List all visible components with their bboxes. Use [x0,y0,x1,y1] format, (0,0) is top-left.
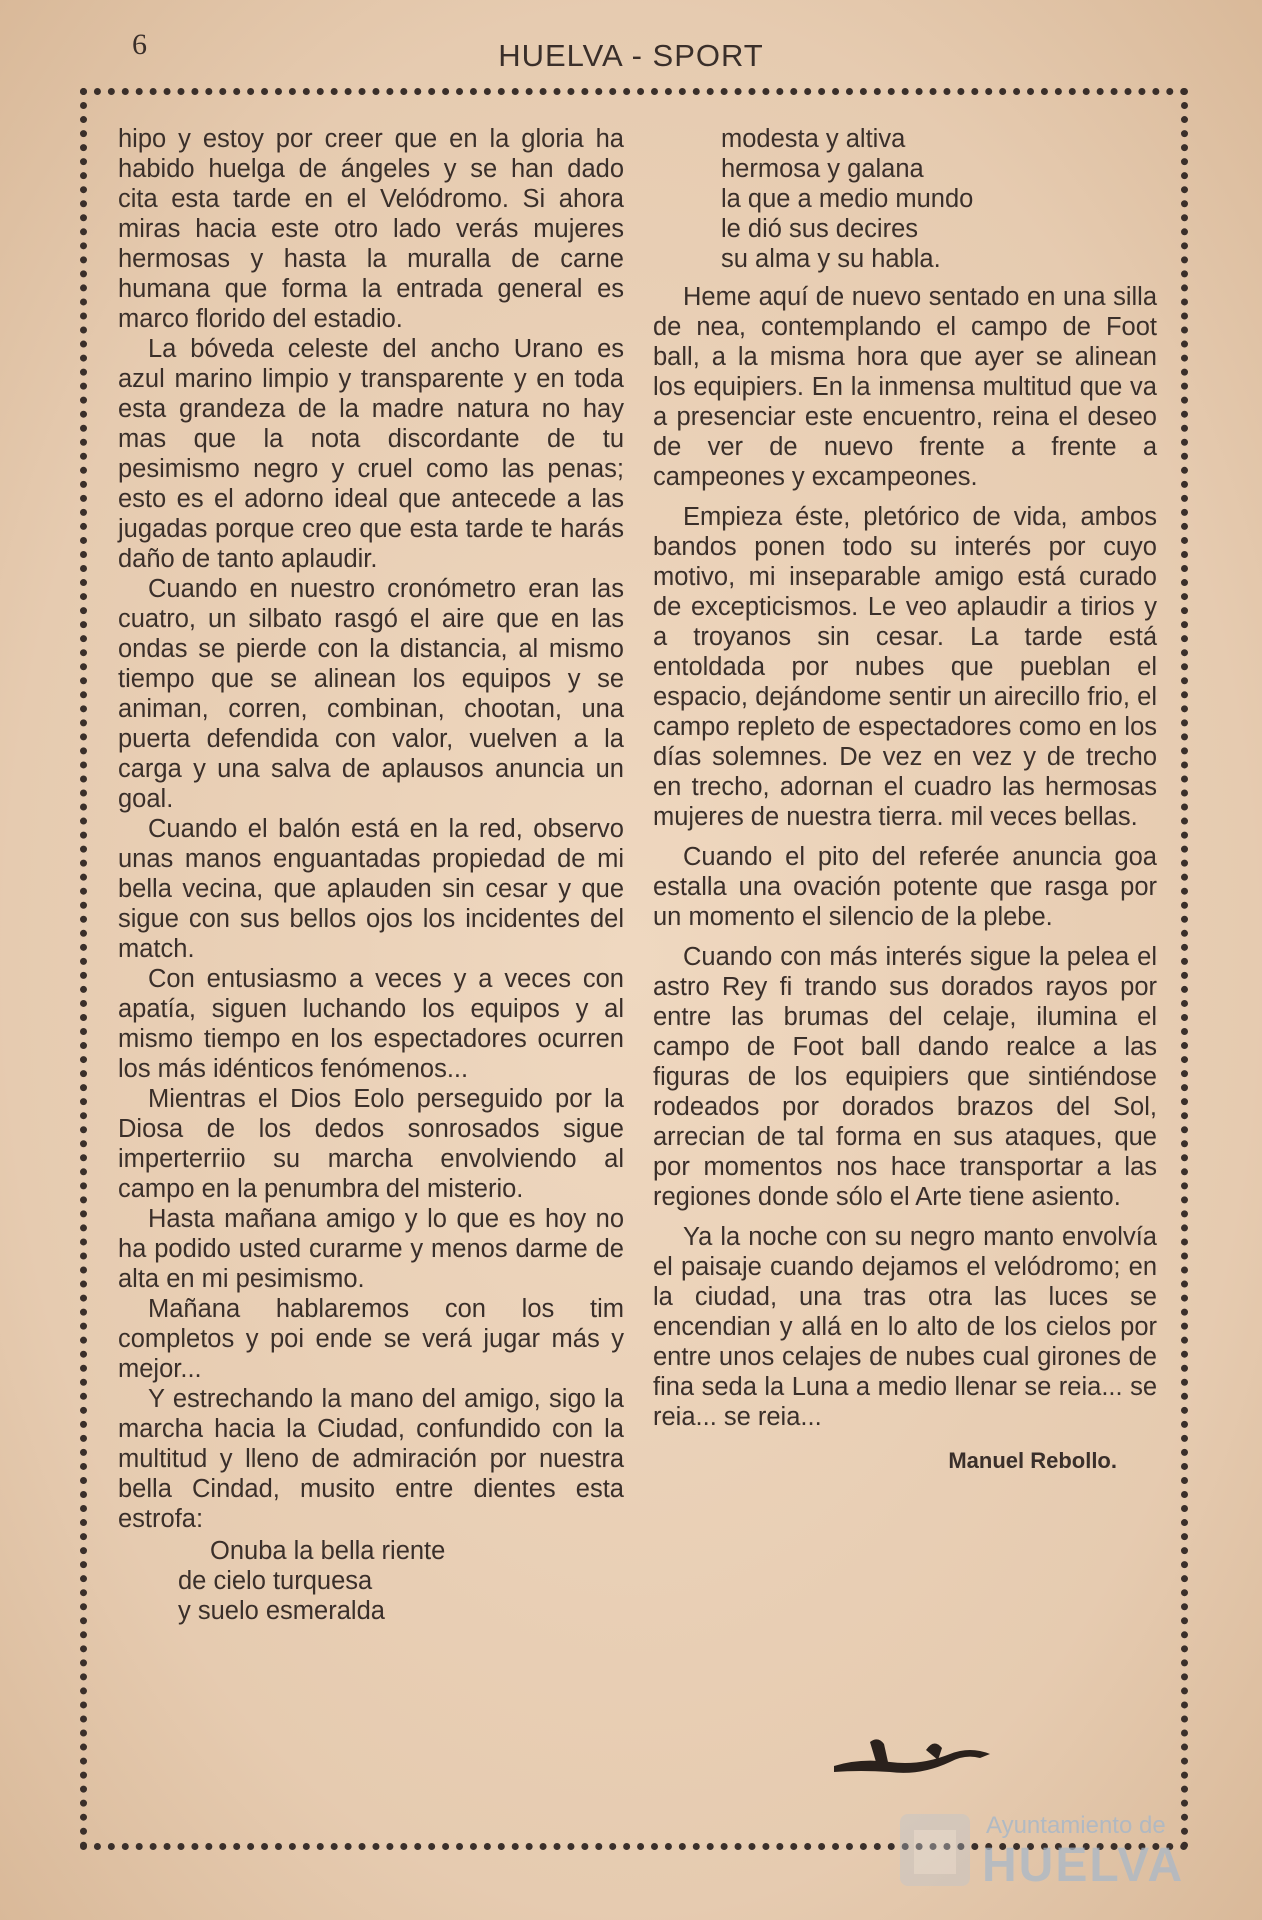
verse-line: de cielo turquesa [178,1567,373,1595]
page-header-title: HUELVA - SPORT [498,38,764,73]
paragraph: Cuando con más interés sigue la pelea el astro Rey fi trando sus dorados rayos por entre las brumas del celaje, ilumina el campo de Foot ball dando realce a las figuras de los equipiers que sintiéndose rodeados por dorados brazos del Sol, arrecian de tal forma en sus ataques, que por momentos nos hace transportar a las regiones donde sólo el Arte tiene asiento. [653,943,1157,1211]
verse-line: y suelo esmeralda [178,1597,385,1625]
paragraph: Ya la noche con su negro manto envolvía el paisaje cuando dejamos el velódromo; en la ciudad, una tras otra las luces se encendian y allá en lo alto de los cielos por entre unos celajes de nubes cual girones de fina seda la Luna a medio llenar se reia... se reia... se reia... [653,1223,1157,1431]
right-column [653,124,1157,1476]
paragraph: Con entusiasmo a veces y a veces con apatía, siguen luchando los equipos y al mismo tiempo en los espectadores ocurren los más idénticos fenómenos... [118,965,624,1083]
verse-right [653,124,1157,274]
paragraph: Cuando el balón está en la red, observo unas manos enguantadas propiedad de mi bella vecina, que aplauden sin cesar y que sigue con sus bellos ojos los incidentes del match. [118,815,624,963]
paragraph: Cuando el pito del referée anuncia goa estalla una ovación potente que rasga por un momento el silencio de la plebe. [653,843,1157,931]
verse-line: hermosa y galana [721,155,924,183]
verse-left [118,1536,624,1626]
paragraph: Heme aquí de nuevo sentado en una silla de nea, contemplando el campo de Foot ball, a la misma hora que ayer se alinean los equipiers. En la inmensa multitud que va a presenciar este encuentro, reina el deseo de ver de nuevo frente a frente a campeones y excampeones. [653,283,1157,491]
paragraph: La bóveda celeste del ancho Urano es azul marino limpio y transparente y en toda esta grandeza de la madre natura no hay mas que la nota discordante de tu pesimismo negro y cruel como las penas; esto es el adorno ideal que antecede a las jugadas porque creo que esta tarde te harás daño de tanto aplaudir. [118,335,624,573]
decorative-ornament-icon [830,1732,996,1782]
paragraph: Mañana hablaremos con los tim completos y poi ende se verá jugar más y mejor... [118,1295,624,1383]
paragraph: Hasta mañana amigo y lo que es hoy no ha podido usted curarme y menos darme de alta en mi pesimismo. [118,1205,624,1293]
verse-line: le dió sus decires [721,215,919,243]
paragraph: Cuando en nuestro cronómetro eran las cuatro, un silbato rasgó el aire que en las ondas se pierde con la distancia, al mismo tiempo que se alinean los equipos y se animan, corren, combinan, chootan, una puerta defendida con valor, vuelven a la carga y una salva de aplausos anuncia un goal. [118,575,624,813]
verse-line: modesta y altiva [721,125,906,153]
author-signature: Manuel Rebollo. [948,1448,1117,1473]
page-number: 6 [132,28,147,61]
verse-line: la que a medio mundo [721,185,974,213]
paragraph: Y estrechando la mano del amigo, sigo la marcha hacia la Ciudad, confundido con la multitud y lleno de admiración por nuestra bella Cindad, musito entre dientes esta estrofa: [118,1385,624,1533]
paragraph: hipo y estoy por creer que en la gloria ha habido huelga de ángeles y se han dado cita esta tarde en el Velódromo. Si ahora miras hacia este otro lado verás mujeres hermosas y hasta la muralla de carne humana que forma la entrada general es marco florido del estadio. [118,125,624,333]
verse-line: su alma y su habla. [721,245,941,273]
verse-line: Onuba la bella riente [210,1537,446,1565]
watermark-line2: HUELVA [982,1839,1185,1892]
watermark-line1: Ayuntamiento de [986,1812,1166,1839]
paragraph: Mientras el Dios Eolo perseguido por la Diosa de los dedos sonrosados sigue imperterriio su marcha envolviendo al campo en la penumbra del misterio. [118,1085,624,1203]
left-column [118,124,624,1626]
paragraph: Empieza éste, pletórico de vida, ambos bandos ponen todo su interés por cuyo motivo, mi inseparable amigo está curado de excepticismos. Le veo aplaudir a tirios y a troyanos sin cesar. La tarde está entoldada por nubes que pueblan el espacio, dejándome sentir un airecillo frio, el campo repleto de espectadores como en los días solemnes. De vez en vez y de trecho en trecho, adornan el cuadro las hermosas mujeres de nuestra tierra. mil veces bellas. [653,503,1157,831]
